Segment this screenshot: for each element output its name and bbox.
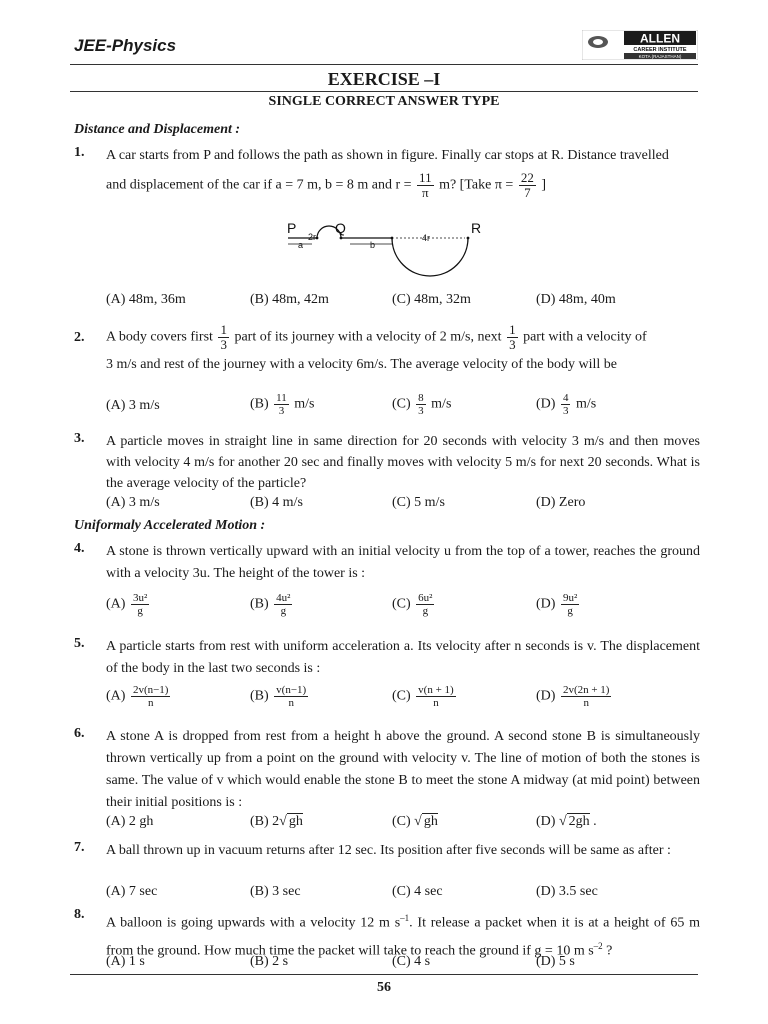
exercise-title: EXERCISE –I <box>327 69 441 89</box>
q3-option-c[interactable]: (C) 5 m/s <box>392 495 445 510</box>
header-divider <box>70 64 698 65</box>
option-label: (B) <box>250 688 269 704</box>
exercise-subtitle: SINGLE CORRECT ANSWER TYPE <box>268 94 500 109</box>
fraction: $\frac{\text{6u²}}{g}$ <box>418 592 433 617</box>
q7-option-a[interactable]: (A) 7 sec <box>106 884 158 899</box>
pi-symbol: π = <box>494 177 514 193</box>
radicand: gh <box>423 814 438 829</box>
unit: m/s <box>431 396 452 412</box>
q1-option-a[interactable]: (A) 48m, 36m <box>106 292 186 307</box>
option-label: (D) <box>536 596 556 612</box>
option-label: (B) <box>250 396 269 412</box>
option-label: (B) <box>250 596 269 612</box>
question-1-text <box>106 145 700 200</box>
q4-option-c[interactable] <box>392 592 436 617</box>
fraction: $\frac{\text{9u²}}{g}$ <box>562 592 578 617</box>
q3-option-a[interactable]: (A) 3 m/s <box>106 495 160 510</box>
q2-option-a[interactable]: (A) 3 m/s <box>106 398 160 413</box>
unit: m/s <box>575 396 597 412</box>
logo-text: ALLEN <box>640 31 680 46</box>
q3-option-d[interactable]: (D) Zero <box>536 495 586 510</box>
question-number: 8. <box>74 907 85 922</box>
section-heading-accelerated: Uniformaly Accelerated Motion : <box>74 518 266 533</box>
q8-text-part1: A balloon is going upwards with a velocity 12 m s <box>106 915 401 931</box>
fraction: $\frac{v(n + 1)}{n}$ <box>418 684 454 709</box>
fraction-r: $\frac{11}{\pi}$ <box>419 170 432 200</box>
question-number: 5. <box>74 636 85 651</box>
q7-option-b[interactable]: (B) 3 sec <box>250 884 301 899</box>
q4-option-b[interactable] <box>250 592 294 617</box>
page-header-title: JEE-Physics <box>74 36 177 55</box>
q8-text-part2: . It release a packet when it is at a height of 65 m from the ground. How much time the packet will take to reach the ground if g = 10 m s <box>106 915 700 959</box>
label-p: P <box>287 220 297 236</box>
question-number: 2. <box>74 330 85 345</box>
q5-option-c[interactable] <box>392 684 458 709</box>
question-7-text: A ball thrown up in vacuum returns after 12 sec. Its position after five seconds will be same as after : <box>106 843 671 858</box>
label-b: b <box>370 240 376 250</box>
question-6-text: A stone A is dropped from rest from a height h above the ground. A second stone B is simultaneously thrown vertically up from a point on the ground with velocity v. The line of motion of both the stones is same. The value of v which would enable the stone B to meet the stone A midway (at mid point) between their initial positions is : <box>106 729 700 810</box>
radicand: gh <box>288 814 303 829</box>
q1-option-b[interactable]: (B) 48m, 42m <box>250 292 329 307</box>
q8-option-a[interactable]: (A) 1 s <box>106 954 145 969</box>
option-label: (A) <box>106 688 126 704</box>
option-label: (D) <box>536 814 556 829</box>
fraction: $\frac{\text{3u²}}{g}$ <box>132 592 148 617</box>
question-1-line1: A car starts from P and follows the path as shown in figure. Finally car stops at R. Distance travelled <box>106 148 669 163</box>
question-3-text: A particle moves in straight line in same direction for 20 seconds with velocity 3 m/s and then moves with velocity 4 m/s for another 20 sec and finally moves with velocity 5 m/s for next 20 seconds. What is the average velocity of the particle? <box>106 434 700 491</box>
question-number: 7. <box>74 840 85 855</box>
fraction: $\frac{v(n-1)}{n}$ <box>276 684 307 709</box>
fraction-pi: $\frac{22}{7}$ <box>520 170 534 200</box>
question-number: 3. <box>74 431 85 446</box>
q5-option-a[interactable] <box>106 684 172 709</box>
fraction: $\frac{2v(2n + 1)}{n}$ <box>562 684 610 709</box>
option-label: (D) <box>536 396 556 412</box>
question-4-text: A stone is thrown vertically upward with an initial velocity u from the top of a tower, reaches the ground with a velocity 3u. The height of the tower is : <box>106 544 700 581</box>
logo-city: KOTA (RAJASTHAN) <box>638 54 682 59</box>
trailing-period: . <box>593 814 597 829</box>
q2-option-c[interactable] <box>392 392 451 417</box>
q1-option-d[interactable]: (D) 48m, 40m <box>536 292 616 307</box>
question-1-text-end: ] <box>541 177 546 193</box>
q8-text-part3: ? <box>602 943 613 959</box>
option-label: (C) <box>392 814 411 829</box>
label-q: Q <box>335 220 346 236</box>
fraction: $\frac{11}{3}$ <box>276 392 287 417</box>
q8-option-d[interactable]: (D) 5 s <box>536 954 575 969</box>
q2-option-d[interactable] <box>536 392 596 417</box>
q5-option-b[interactable] <box>250 684 310 709</box>
option-label: (D) <box>536 688 556 704</box>
question-2-line2: 3 m/s and rest of the journey with a velocity 6m/s. The average velocity of the body will be <box>106 357 617 372</box>
fraction: $\frac{4}{3}$ <box>562 392 569 417</box>
q3-option-b[interactable]: (B) 4 m/s <box>250 495 303 510</box>
q6-option-a[interactable]: (A) 2 gh <box>106 814 154 829</box>
option-label: (C) <box>392 396 411 412</box>
exponent: –1 <box>400 913 410 923</box>
fraction-one-third: $\frac{1}{3}$ <box>509 322 516 352</box>
label-a: a <box>298 240 304 250</box>
sqrt-icon: √ <box>558 814 567 829</box>
q4-option-a[interactable] <box>106 592 151 617</box>
coefficient: 2 <box>272 814 280 829</box>
label-4r: 4r <box>422 233 431 243</box>
q7-option-c[interactable]: (C) 4 sec <box>392 884 443 899</box>
exponent: –2 <box>593 940 603 951</box>
option-label: (C) <box>392 596 411 612</box>
fraction: $\frac{8}{3}$ <box>418 392 424 417</box>
question-1-text-pre: and displacement of the car if a = 7 m, b = 8 m and r = <box>106 177 412 193</box>
footer-divider <box>70 974 698 975</box>
q6-option-d[interactable] <box>536 814 597 830</box>
q7-option-d[interactable]: (D) 3.5 sec <box>536 884 598 899</box>
page-number: 56 <box>377 980 391 995</box>
question-number: 4. <box>74 541 85 556</box>
path-diagram <box>282 218 492 290</box>
q2-text-part3: part with a velocity of <box>523 329 647 345</box>
sqrt-icon: √ <box>414 814 422 829</box>
q1-option-c[interactable]: (C) 48m, 32m <box>392 292 471 307</box>
label-2r: 2r <box>308 232 317 242</box>
q2-option-b[interactable] <box>250 392 315 417</box>
logo-sub: CAREER INSTITUTE <box>633 47 687 53</box>
q8-option-c[interactable]: (C) 4 s <box>392 954 431 969</box>
question-5-text: A particle starts from rest with uniform acceleration a. Its velocity after n seconds is v. The displacement of the body in the last two seconds is : <box>106 639 700 676</box>
fraction: $\frac{2v(n-1)}{n}$ <box>132 684 169 709</box>
option-label: (B) <box>250 814 269 829</box>
q6-option-b[interactable] <box>250 814 303 830</box>
q8-option-b[interactable]: (B) 2 s <box>250 954 289 969</box>
question-1-line2 <box>106 171 700 200</box>
option-label: (C) <box>392 688 411 704</box>
exercise-divider <box>70 91 698 92</box>
sqrt-icon: √ <box>279 814 287 829</box>
q2-text-part1: A body covers first <box>106 329 213 345</box>
q5-option-d[interactable] <box>536 684 613 709</box>
question-2-text <box>106 323 700 376</box>
q4-option-d[interactable] <box>536 592 581 617</box>
option-label: (A) <box>106 596 126 612</box>
question-number: 6. <box>74 726 85 741</box>
fraction-one-third: $\frac{1}{3}$ <box>220 322 227 352</box>
label-r: R <box>471 220 482 236</box>
q2-text-part2: part of its journey with a velocity of 2 m/s, next <box>234 329 502 345</box>
section-heading-distance: Distance and Displacement : <box>74 122 241 137</box>
question-1-text-mid: m? [Take <box>439 177 492 193</box>
unit: m/s <box>294 396 315 412</box>
question-number: 1. <box>74 145 85 160</box>
allen-logo <box>582 30 698 60</box>
q6-option-c[interactable] <box>392 814 438 830</box>
radicand: 2gh <box>568 814 590 829</box>
question-2-line1 <box>106 323 700 352</box>
fraction: $\frac{\text{4u²}}{g}$ <box>276 592 291 617</box>
